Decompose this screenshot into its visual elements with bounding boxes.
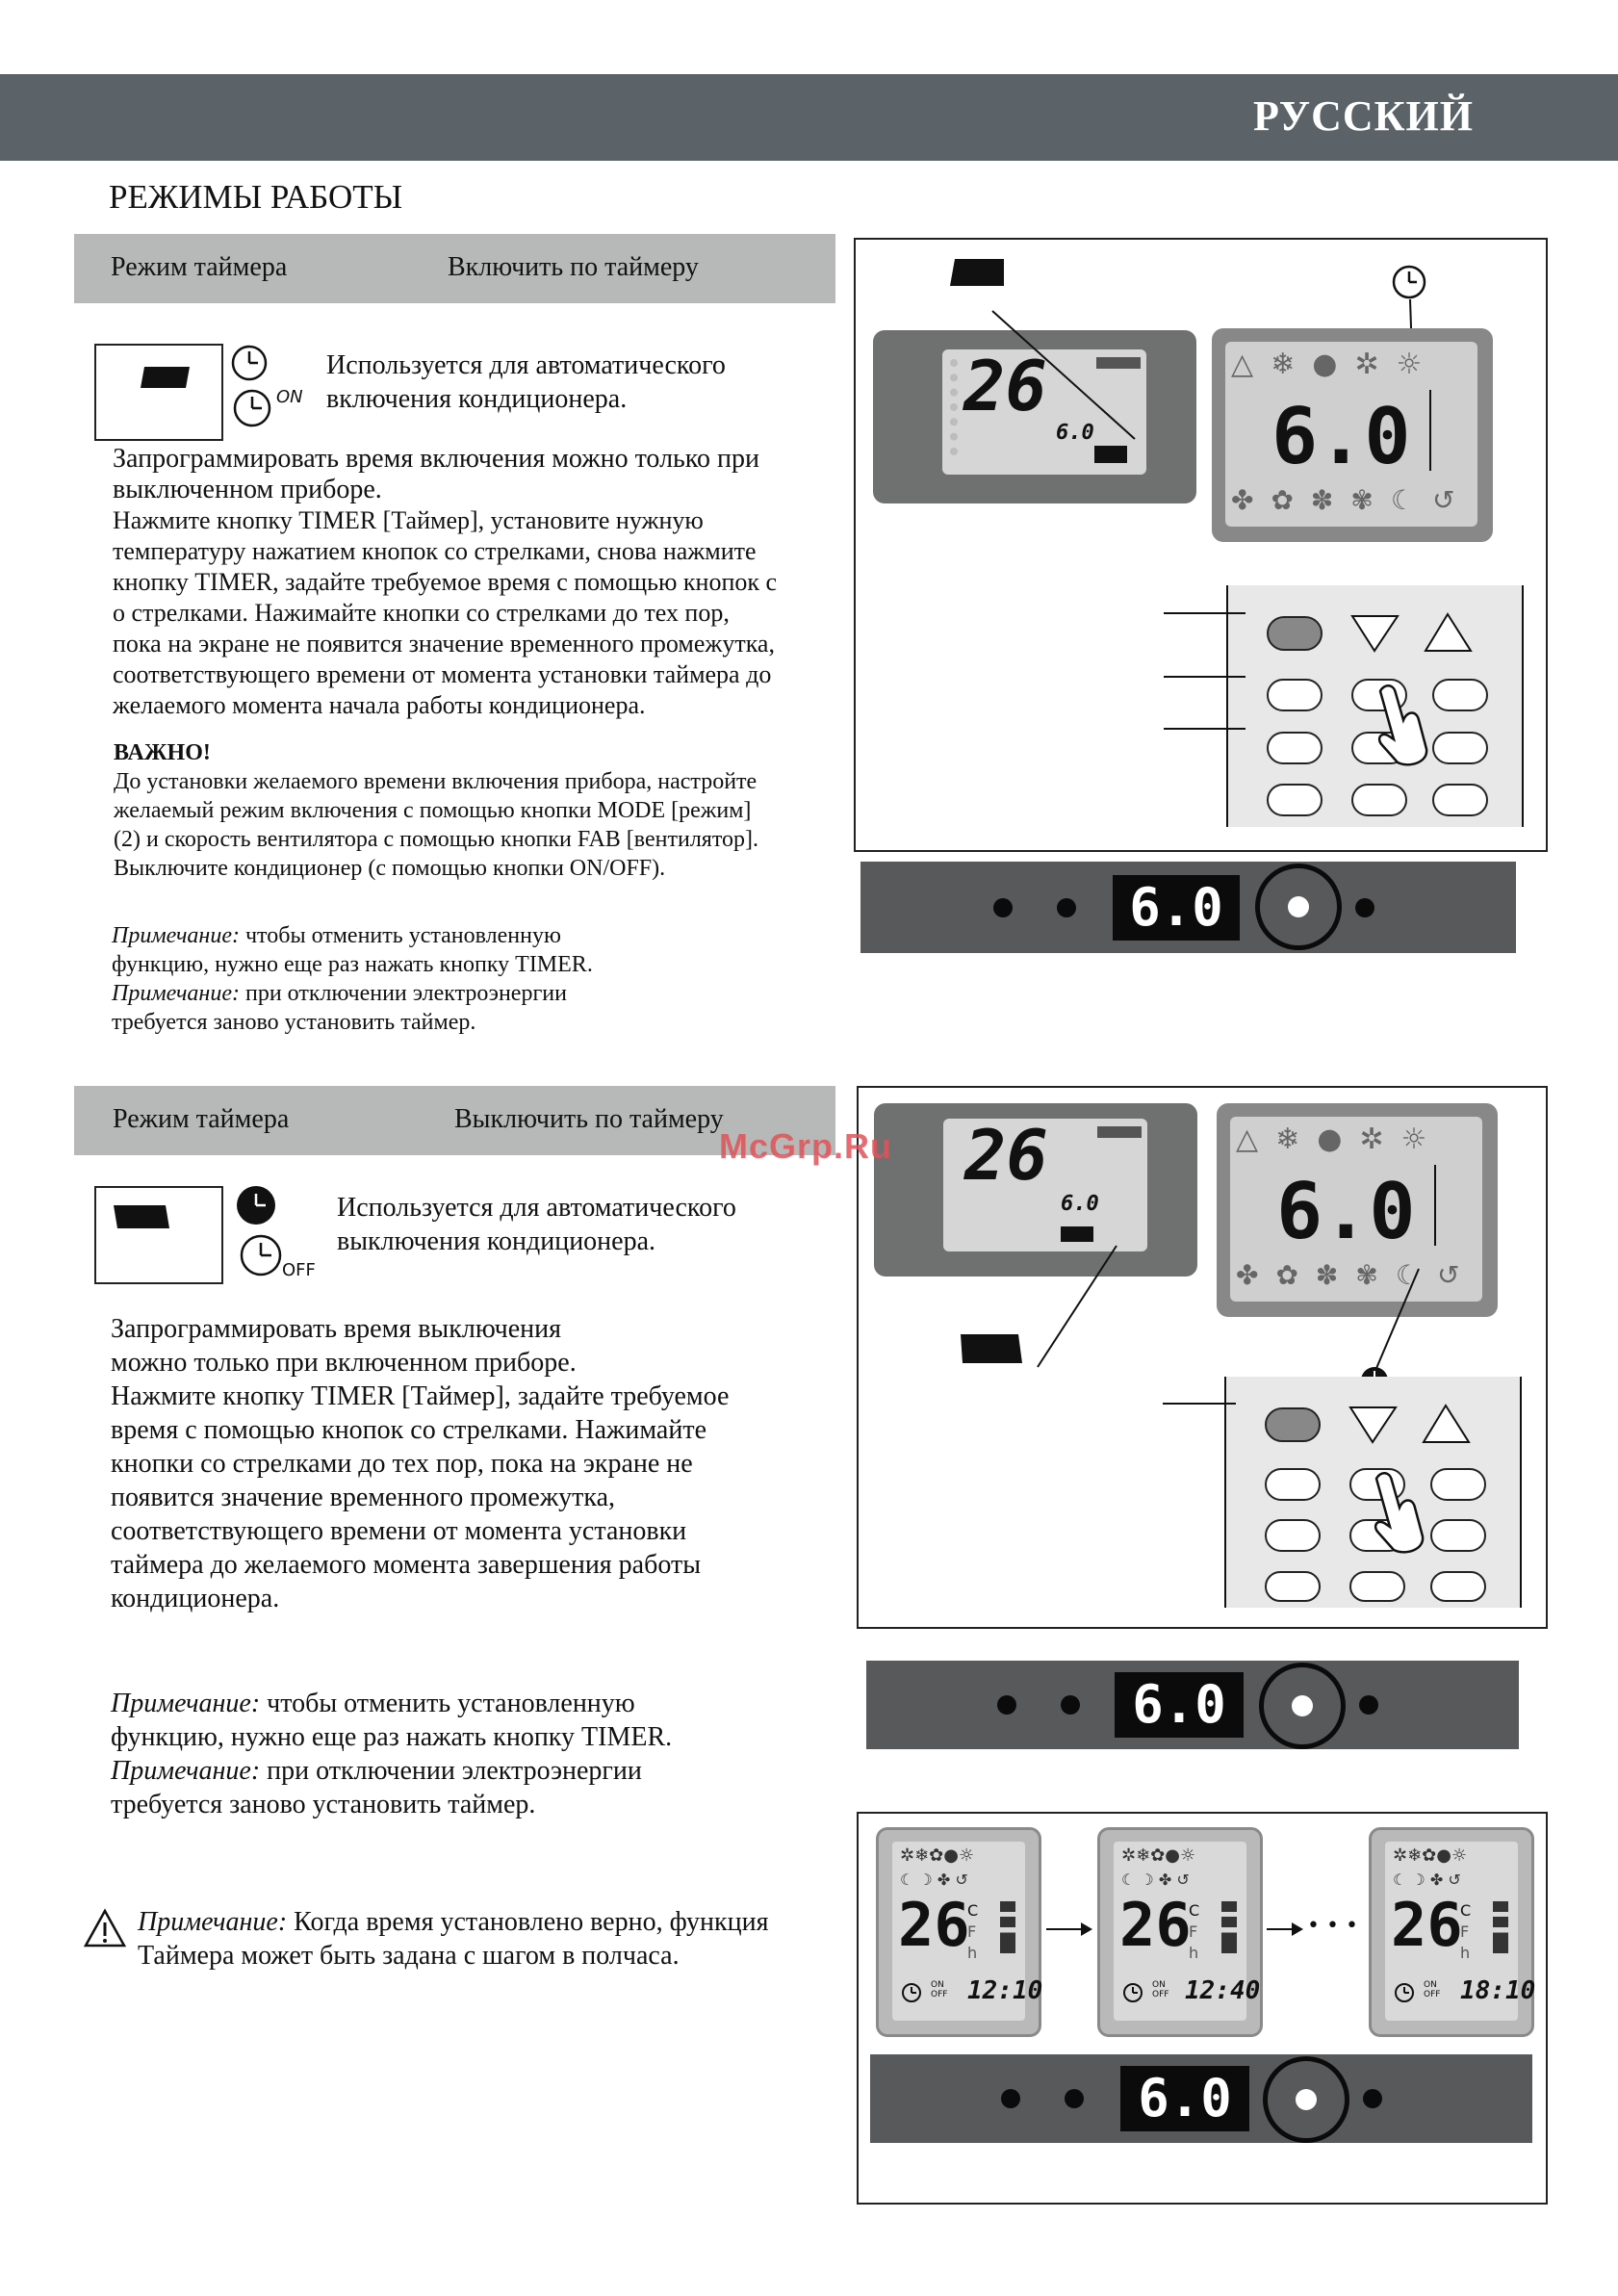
mode-icons: ✲❄✿●☼ <box>1393 1845 1468 1866</box>
keypad-button[interactable] <box>1432 732 1488 764</box>
power-ring <box>1259 1663 1346 1749</box>
unit-c: C <box>1460 1901 1472 1920</box>
note-text: функцию, нужно еще раз нажать кнопку TIMER. <box>111 1722 673 1752</box>
note-text: при отключении электроэнергии <box>244 981 567 1006</box>
fan-bar-icon <box>1221 1901 1237 1953</box>
divider <box>1429 390 1431 471</box>
mode-icons: △❄●✲☼ <box>1236 1122 1445 1156</box>
led-display: 6.0 <box>1115 1672 1244 1738</box>
note-line <box>112 979 593 1008</box>
on-off-label <box>1424 1980 1440 1999</box>
warning-line <box>138 1905 768 1939</box>
finger-press-icon <box>1371 682 1438 768</box>
on-label: ON <box>1152 1980 1166 1990</box>
fan-icons: ☾ ☽ ✤ ↺ <box>1393 1870 1461 1889</box>
important-line: До установки желаемого времени включения прибора, настройте <box>114 769 758 794</box>
body-line: Нажмите кнопку TIMER [Таймер], задайте требуемое <box>111 1381 730 1411</box>
pointer-line <box>1163 1396 1240 1415</box>
note-label: Примечание: <box>111 1756 261 1786</box>
body-line: Запрограммировать время выключения <box>111 1314 562 1344</box>
clock-icon <box>234 1184 282 1280</box>
fan-icons: ☾ ☽ ✤ ↺ <box>900 1870 968 1889</box>
body-line: можно только при включенном приборе. <box>111 1348 577 1378</box>
power-ring <box>1263 2056 1349 2143</box>
keypad-button[interactable] <box>1267 616 1323 651</box>
remote-screen <box>943 1115 1147 1251</box>
section-title: РЕЖИМЫ РАБОТЫ <box>109 178 403 216</box>
mini-remote-screen <box>876 1827 1041 2037</box>
body-line: кнопки со стрелками до тех пор, пока на экране не <box>111 1449 693 1479</box>
remote-keypad <box>1224 1377 1522 1608</box>
ring-center <box>1296 2089 1317 2110</box>
warning-line: Таймера может быть задана с шагом в полчаса. <box>138 1941 680 1971</box>
ring-center <box>1288 896 1309 917</box>
intro-line: выключения кондиционера. <box>337 1226 656 1256</box>
keypad-button[interactable] <box>1265 1571 1321 1602</box>
body-line: соответствующего времени от момента установки таймера до <box>113 660 772 688</box>
warning-note <box>138 1905 768 1973</box>
signal-bars-icon <box>1097 1126 1142 1138</box>
note-line <box>111 1788 672 1821</box>
keypad-button[interactable] <box>1267 784 1323 816</box>
on-label: ON <box>276 387 303 407</box>
note-line <box>112 921 593 950</box>
note-label: Примечание: <box>138 1907 288 1937</box>
note-text: при отключении электроэнергии <box>267 1756 642 1786</box>
keypad-button[interactable] <box>1265 1519 1321 1552</box>
mini-temp: 26 <box>1119 1890 1192 1960</box>
body-line: кнопку TIMER, задайте требуемое время с помощью кнопок с <box>113 568 778 596</box>
off-label: OFF <box>1424 1990 1441 1999</box>
note-line <box>112 1008 593 1037</box>
note-line <box>111 1720 672 1754</box>
off-label: OFF <box>282 1260 316 1280</box>
band-mode-label: Режим таймера <box>111 252 288 282</box>
fan-icons: ✤✿✽✾☾↺ <box>1231 484 1473 516</box>
fan-bar-icon <box>1000 1901 1015 1953</box>
timer-off-notes <box>111 1687 672 1821</box>
unit-h: h <box>967 1944 978 1962</box>
body-line: соответствующего времени от момента установки <box>111 1516 687 1546</box>
remote-timer-value: 6.0 <box>1056 421 1094 445</box>
keypad-button[interactable] <box>1430 1519 1486 1552</box>
on-off-label <box>1152 1980 1169 1999</box>
on-label: ON <box>931 1980 944 1990</box>
timer-off-body <box>111 1312 729 1615</box>
pointer-line <box>990 309 1144 444</box>
language-label: РУССКИЙ <box>1253 92 1474 140</box>
remote-keypad <box>1226 585 1524 827</box>
mini-temp: 26 <box>898 1890 970 1960</box>
finger-press-icon <box>1367 1469 1434 1556</box>
timer-off-indicator-box <box>94 1186 223 1284</box>
note-text: чтобы отменить установленную <box>244 923 561 948</box>
language-header-bar <box>0 74 1618 161</box>
timer-off-intro <box>337 1191 736 1258</box>
keypad-button[interactable] <box>1265 1468 1321 1501</box>
remote-temp: 26 <box>963 346 1047 426</box>
important-line: желаемый режим включения с помощью кнопки MODE [режим] <box>114 798 752 823</box>
pointer-line <box>1351 1261 1428 1396</box>
indoor-screen <box>1225 342 1477 527</box>
mode-icons: ✲❄✿●☼ <box>900 1845 975 1866</box>
body-line: время с помощью кнопок со стрелками. Нажимайте <box>111 1415 706 1445</box>
important-line: (2) и скорость вентилятора с помощью кнопки FAB [вентилятор]. <box>114 827 758 852</box>
note-text: Когда время установлено верно, функция <box>294 1907 769 1937</box>
intro-line: Используется для автоматического <box>326 350 726 380</box>
note-label: Примечание: <box>112 981 240 1006</box>
unit-display-bar <box>866 1661 1519 1749</box>
keypad-button[interactable] <box>1349 1571 1405 1602</box>
up-arrow-icon[interactable] <box>1419 1400 1477 1448</box>
pointer-line <box>961 1242 1124 1377</box>
arrow-right-icon <box>1267 1920 1305 1939</box>
note-text: чтобы отменить установленную <box>267 1689 635 1718</box>
unit-display-bar <box>870 2054 1532 2143</box>
mini-remote-screen <box>1097 1827 1263 2037</box>
pointer-lines <box>1164 606 1250 740</box>
body-line: выключенном приборе. <box>113 475 382 504</box>
body-line: пока на экране не появится значение временного промежутка, <box>113 630 775 658</box>
power-ring <box>1255 864 1342 950</box>
body-line: температуру нажатием кнопок со стрелками, снова нажмите <box>113 537 757 565</box>
led-display: 6.0 <box>1113 875 1240 941</box>
timer-on-intro <box>326 348 726 416</box>
off-label: OFF <box>931 1990 948 1999</box>
up-arrow-icon[interactable] <box>1421 608 1478 657</box>
unit-c: C <box>1189 1901 1200 1920</box>
mini-time: 12:40 <box>1185 1976 1261 2005</box>
indoor-panel <box>1212 328 1493 542</box>
on-off-label <box>931 1980 947 1999</box>
note-line <box>111 1687 672 1720</box>
intro-line: включения кондиционера. <box>326 384 628 414</box>
keypad-button[interactable] <box>1267 679 1323 711</box>
timer-on-indicator-box <box>94 344 223 441</box>
fan-icons: ☾ ☽ ✤ ↺ <box>1121 1870 1190 1889</box>
panel-timer-value: 6.0 <box>1276 1167 1416 1256</box>
indicator-light <box>1355 898 1374 917</box>
timer-indicator-icon <box>96 346 221 439</box>
panel-timer-value: 6.0 <box>1271 392 1411 481</box>
timer-off-illustration <box>857 1086 1548 1629</box>
off-label: OFF <box>1152 1990 1169 1999</box>
body-line: появится значение временного промежутка, <box>111 1483 616 1512</box>
body-line: Запрограммировать время включения можно только при <box>113 444 759 474</box>
fan-bar-icon <box>1493 1901 1508 1953</box>
down-arrow-icon[interactable] <box>1348 608 1405 657</box>
timer-on-illustration <box>854 238 1548 852</box>
mini-temp: 26 <box>1391 1890 1463 1960</box>
unit-h: h <box>1189 1944 1199 1962</box>
note-text: требуется заново установить таймер. <box>112 1010 476 1035</box>
keypad-button[interactable] <box>1351 784 1407 816</box>
keypad-button[interactable] <box>1432 784 1488 816</box>
indicator-light <box>1363 2089 1382 2108</box>
note-label: Примечание: <box>111 1689 261 1718</box>
mini-time: 12:10 <box>967 1976 1043 2005</box>
timer-on-band <box>74 234 835 303</box>
watermark: McGrp.Ru <box>719 1126 893 1166</box>
important-title: ВАЖНО! <box>114 740 211 765</box>
timer-sequence-illustration <box>857 1812 1548 2205</box>
keypad-button[interactable] <box>1430 1468 1486 1501</box>
note-text: требуется заново установить таймер. <box>111 1790 536 1819</box>
mini-time: 18:10 <box>1460 1976 1536 2005</box>
unit-display-bar <box>860 862 1516 953</box>
clock-icon <box>229 343 273 429</box>
indicator-light <box>1065 2089 1084 2108</box>
timer-segment <box>1094 446 1127 463</box>
timer-on-notes <box>112 921 593 1037</box>
unit-f: F <box>1460 1922 1470 1941</box>
note-label: Примечание: <box>112 923 240 948</box>
arrow-right-icon <box>1046 1920 1094 1939</box>
important-block <box>114 738 758 883</box>
sequence-ellipsis: • • • <box>1307 1914 1358 1938</box>
band-mode-label: Режим таймера <box>113 1104 290 1134</box>
body-line: желаемого момента начала работы кондиционера. <box>113 691 646 719</box>
indicator-light <box>1061 1695 1080 1715</box>
indicator-light <box>993 898 1013 917</box>
remote-timer-value: 6.0 <box>1061 1192 1099 1216</box>
band-action-label: Выключить по таймеру <box>454 1104 724 1134</box>
intro-line: Используется для автоматического <box>337 1193 736 1223</box>
unit-f: F <box>1189 1922 1198 1941</box>
indicator-light <box>1057 898 1076 917</box>
keypad-button[interactable] <box>1267 732 1323 764</box>
keypad-button[interactable] <box>1430 1571 1486 1602</box>
mode-icons: △❄●✲☼ <box>1231 348 1440 381</box>
unit-c: C <box>967 1901 979 1920</box>
body-line: Нажмите кнопку TIMER [Таймер], установите нужную <box>113 506 704 534</box>
timer-on-body <box>113 444 777 721</box>
note-text: функцию, нужно еще раз нажать кнопку TIMER. <box>112 952 593 977</box>
keypad-button[interactable] <box>1432 679 1488 711</box>
remote-temp: 26 <box>964 1115 1048 1196</box>
keypad-button[interactable] <box>1265 1407 1321 1442</box>
led-display: 6.0 <box>1120 2066 1249 2131</box>
down-arrow-icon[interactable] <box>1346 1400 1403 1448</box>
divider <box>1434 1165 1436 1246</box>
warning-icon <box>83 1908 127 1948</box>
indicator-light <box>1001 2089 1020 2108</box>
timer-indicator-icon <box>96 1188 221 1282</box>
indicator-icon <box>950 249 1008 288</box>
note-line <box>111 1754 672 1788</box>
ring-center <box>1292 1695 1313 1716</box>
unit-h: h <box>1460 1944 1471 1962</box>
band-action-label: Включить по таймеру <box>448 252 699 282</box>
timer-segment <box>1061 1226 1093 1242</box>
body-line: кондиционера. <box>111 1584 280 1613</box>
mode-icons: ✲❄✿●☼ <box>1121 1845 1196 1866</box>
unit-f: F <box>967 1922 977 1941</box>
clock-icon <box>1390 263 1428 301</box>
body-line: таймера до желаемого момента завершения работы <box>111 1550 702 1580</box>
note-line <box>112 950 593 979</box>
mini-remote-screen <box>1369 1827 1534 2037</box>
body-line: о стрелками. Нажимайте кнопки со стрелками до тех пор, <box>113 599 730 627</box>
on-label: ON <box>1424 1980 1437 1990</box>
fan-icons: ✤✿✽✾☾↺ <box>1236 1259 1477 1291</box>
indicator-light <box>1359 1695 1378 1715</box>
indicator-light <box>997 1695 1016 1715</box>
mode-marks <box>950 359 967 455</box>
important-line: Выключите кондиционер (с помощью кнопки ON/OFF). <box>114 856 666 881</box>
